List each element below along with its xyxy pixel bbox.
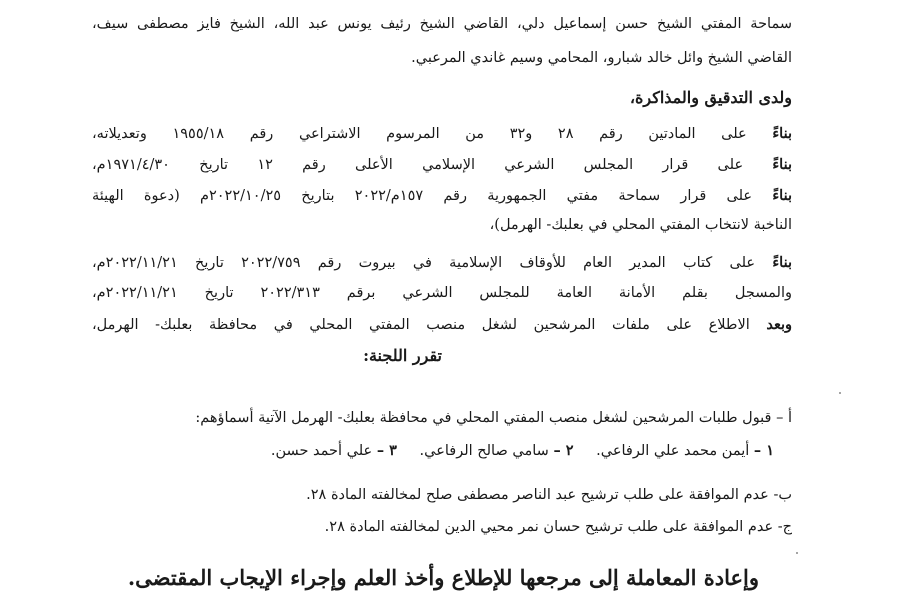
decision-a-text: قبول طلبات المرشحين لشغل منصب المفتي المحلي في محافظة بعلبك- الهرمل الآتية أسماؤهم: (195, 410, 777, 426)
clause-5-text: الاطلاع على ملفات المرشحين لشغل منصب المفتي المحلي في محافظة بعلبك- الهرمل، (92, 317, 767, 333)
clause-3-lead: بناءً (772, 187, 792, 204)
candidate-3: ٣ – علي أحمد حسن. (270, 442, 397, 459)
decision-c-label: ج- (777, 519, 792, 535)
clause-5 (92, 315, 792, 335)
clause-1-text: على المادتين رقم ٢٨ و٣٢ من المرسوم الاشتراعي رقم ١٩٥٥/١٨ وتعديلاته، (92, 126, 773, 142)
decision-heading: تقرر اللجنة: (363, 346, 442, 365)
clause-4 (92, 253, 792, 273)
attendees-line-1: سماحة المفتي الشيخ حسن إسماعيل دلي، القاضي الشيخ رئيف يونس عبد الله، الشيخ فايز مصطفى سيف، (92, 16, 792, 32)
candidate-2: ٢ – سامي صالح الرفاعي. (419, 442, 574, 459)
clause-3 (92, 186, 792, 206)
clause-1-lead: بناءً (772, 125, 792, 142)
decision-a (195, 408, 792, 428)
candidate-1: ١ – أيمن محمد علي الرفاعي. (596, 442, 774, 459)
decision-a-label: أ – (776, 410, 792, 426)
clause-3-text: على قرار سماحة مفتي الجمهورية رقم ١٥٧م/٢٠٢٢ بتاريخ ٢٠٢٢/١٠/٢٥م (دعوة الهيئة (92, 188, 773, 204)
clause-4-continuation: والمسجل بقلم الأمانة العامة للمجلس الشرعي برقم ٢٠٢٢/٣١٣ تاريخ ٢٠٢٢/١١/٢١م، (92, 285, 792, 301)
clause-2 (92, 155, 792, 175)
clause-5-lead: وبعد (766, 316, 792, 333)
clause-4-lead: بناءً (772, 254, 792, 271)
scan-speck (796, 552, 798, 554)
scan-speck (839, 392, 841, 394)
clause-1 (92, 124, 792, 144)
clause-2-text: على قرار المجلس الشرعي الإسلامي الأعلى رقم ١٢ تاريخ ١٩٧١/٤/٣٠م، (92, 157, 773, 173)
review-heading: ولدى التدقيق والمذاكرة، (629, 88, 792, 107)
candidate-names (253, 441, 774, 461)
decision-b-label: ب- (773, 487, 792, 503)
decision-b-text: عدم الموافقة على طلب ترشيح عبد الناصر مصطفى صلح لمخالفته المادة ٢٨. (306, 487, 774, 503)
decision-c-text: عدم الموافقة على طلب ترشيح حسان نمر محيي الدين لمخالفته المادة ٢٨. (324, 519, 778, 535)
attendees-line-2: القاضي الشيخ وائل خالد شبارو، المحامي وسيم غاندي المرعبي. (411, 50, 792, 66)
clause-2-lead: بناءً (772, 156, 793, 173)
clause-4-text: على كتاب المدير العام للأوقاف الإسلامية في بيروت رقم ٢٠٢٢/٧٥٩ تاريخ ٢٠٢٢/١١/٢١م، (92, 255, 773, 271)
decision-c (325, 517, 792, 537)
closing-statement: وإعادة المعاملة إلى مرجعها للإطلاع وأخذ العلم وإجراء الإيجاب المقتضى. (127, 565, 759, 590)
clause-3-continuation: الناخبة لانتخاب المفتي المحلي في بعلبك- الهرمل)، (489, 217, 792, 233)
decision-b (306, 485, 792, 505)
